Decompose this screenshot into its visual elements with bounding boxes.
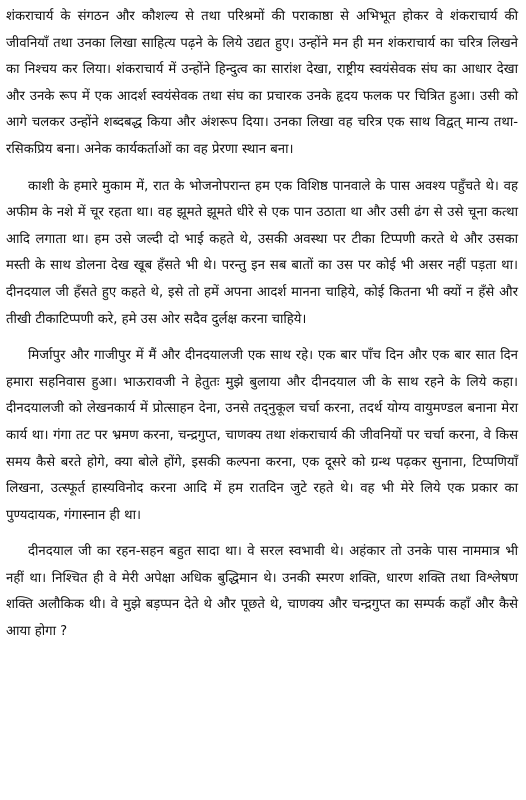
- paragraph-kashi: काशी के हमारे मुकाम में, रात के भोजनोपरान्त हम एक विशिष्ठ पानवाले के पास अवश्य पहुँचते थे। वह अफीम के नशे में चूर रहता था। वह झूमते झूमते धीरे से एक पान उठाता था और उसी ढंग से उसे चूना कत्था आदि लगाता था। हम उसे जल्दी दो भाई कहते थे, उसकी अवस्था पर टीका टिप्पणी करते थे और उसका मस्ती के साथ डोलना देख खूब हँसते भी थे। परन्तु इन सब बातों का उस पर कोई भी असर नहीं पड़ता था। दीनदयाल जी हँसते हुए कहते थे, इसे तो हमें अपना आदर्श मानना चाहिये, कोई कितना भी क्यों न हँसे और तीखी टीकाटिप्पणी करे, हमे उस ओर सदैव दुर्लक्ष करना चाहिये।: [6, 178, 518, 327]
- paragraph-gap: [6, 333, 518, 343]
- paragraph-gap: [6, 164, 518, 174]
- paragraph-deendayal: दीनदयाल जी का रहन-सहन बहुत सादा था। वे सरल स्वभावी थे। अहंकार तो उनके पास नाममात्र भी नहीं था। निश्चित ही वे मेरी अपेक्षा अधिक बुद्धिमान थे। उनकी स्मरण शक्ति, धारण शक्ति तथा विश्लेषण शक्ति अलौकिक थी। वे मुझे बड़प्पन देते थे और पूछते थे, चाणक्य और चन्द्रगुप्त का सम्पर्क कहाँ और कैसे आया होगा ?: [6, 544, 518, 640]
- paragraph-shankaracharya: शंकराचार्य के संगठन और कौशल्य से तथा परिश्रमों की पराकाष्ठा से अभिभूत होकर वे शंकराचार्य की जीवनियाँ तथा उनका लिखा साहित्य पढ़ने के लिये उद्यत हुए। उन्होंने मन ही मन शंकराचार्य का चरित्र लिखने का निश्चय कर लिया। शंकराचार्य में उन्होंने हिन्दुत्व का सारांश देखा, राष्ट्रीय स्वयंसेवक संघ का आधार देखा और उनके रूप में एक आदर्श स्वयंसेवक तथा संघ का प्रचारक उनके हृदय फलक पर चित्रित हुआ। उसी को आगे चलकर उन्होंने शब्दबद्ध किया और अंशरूप दिया। उनका लिखा वह चरित्र एक साथ विद्वत् मान्य तथा- रसिकप्रिय बना। अनेक कार्यकर्ताओं का वह प्रेरणा स्थान बना।: [6, 9, 518, 157]
- paragraph-gap: [6, 529, 518, 539]
- paragraph-mirzapur: मिर्जापुर और गाजीपुर में मैं और दीनदयालजी एक साथ रहे। एक बार पाँच दिन और एक बार सात दिन हमारा सहनिवास हुआ। भाऊरावजी ने हेतुतः मुझे बुलाया और दीनदयाल जी के साथ रहने के लिये कहा। दीनदयालजी को लेखनकार्य में प्रोत्साहन देना, उनसे तद्नुकूल चर्चा करना, तदर्थ योग्य वायुमण्डल बनाना मेरा कार्य था। गंगा तट पर भ्रमण करना, चन्द्रगुप्त, चाणक्य तथा शंकराचार्य की जीवनियों पर चर्चा करना, वे किस समय कैसे बरते होगे, क्या बोले होंगे, इसकी कल्पना करना, एक दूसरे को ग्रन्थ पढ़कर सुनाना, टिप्पणियाँ लिखना, उत्स्फूर्त हास्यविनोद करना आदि में हम रातदिन जुटे रहते थे। वह भी मेरे लिये एक प्रकार का पुण्यदायक, गंगास्नान ही था।: [6, 348, 518, 523]
